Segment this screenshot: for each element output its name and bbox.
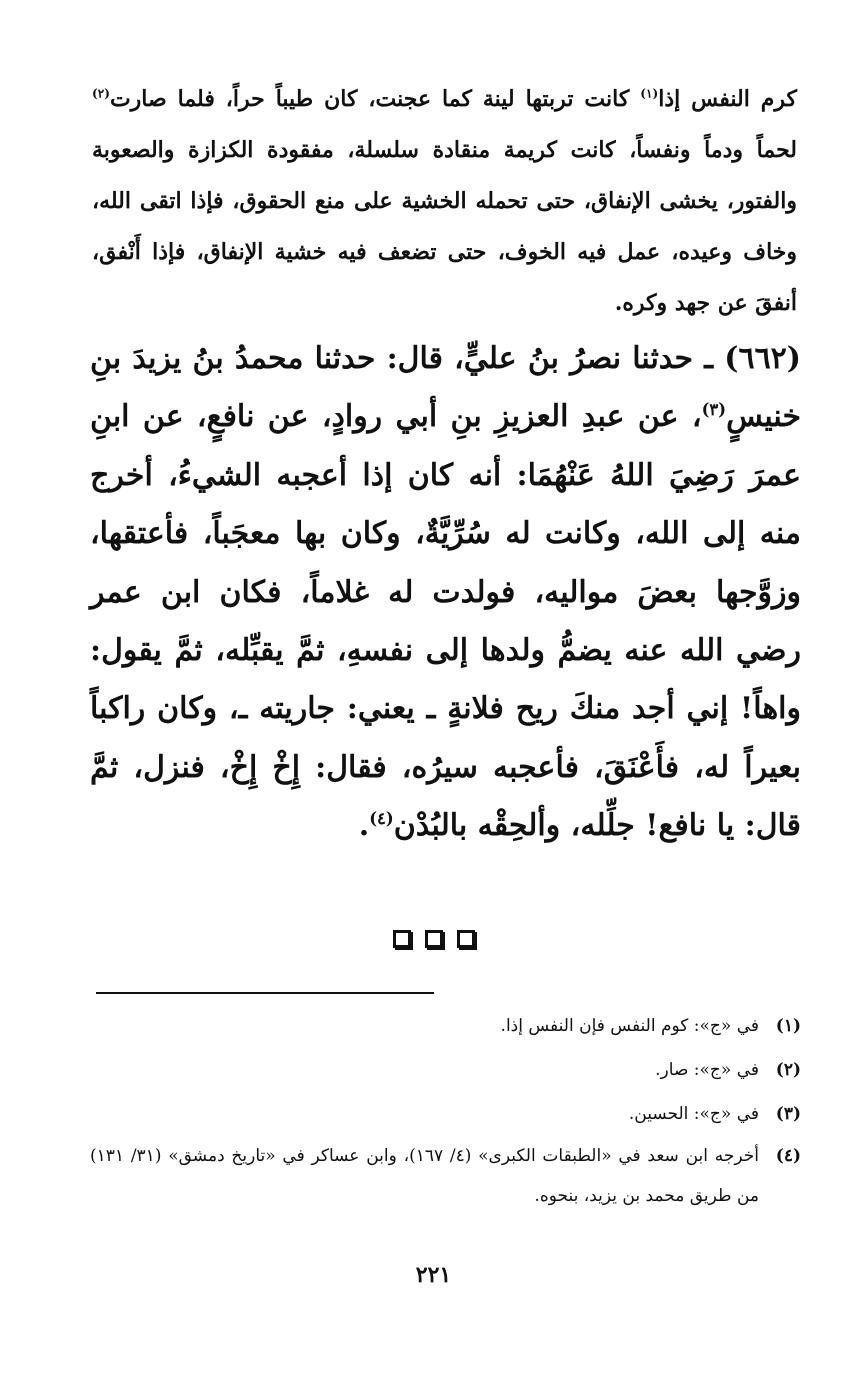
separator-square-icon	[457, 930, 475, 948]
footnote-item	[90, 1004, 801, 1048]
footnote-text: في «ج»: الحسين.	[628, 1104, 759, 1124]
footnote-item	[90, 1092, 801, 1136]
footnote-divider	[96, 992, 434, 994]
footnote-marker-3[interactable]: (٣)	[701, 400, 727, 420]
continuation-paragraph	[92, 74, 797, 329]
continuation-text-1: كرم النفس إذا	[658, 86, 797, 112]
footnotes-section	[90, 1004, 801, 1216]
footnote-marker-1[interactable]: (١)	[640, 86, 659, 101]
footnote-item	[90, 1048, 801, 1092]
continuation-text-3: لحماً ودماً ونفساً، كانت كريمة منقادة سلسلة، مفقودة الكزازة والصعوبة والفتور، يخشى الإنفاق، حتى تحمله الخشية على منع الحقوق، فإذا اتقى الله، وخاف وعيده، عمل فيه الخوف، حتى تضعف فيه خشية الإنفاق، فإذا أَنْفق، أنفقَ عن جهد وكره.	[92, 137, 797, 316]
hadith-number: (٦٦٢)	[724, 341, 801, 376]
separator-square-icon	[425, 930, 443, 948]
footnote-text: في «ج»: صار.	[655, 1060, 759, 1080]
footnote-number: (٢)	[775, 1060, 801, 1080]
footnote-text: أخرجه ابن سعد في «الطبقات الكبرى» (٤/ ١٦٧)، وابن عساكر في «تاريخ دمشق» (٣١/ ١٣١) من طريق محمد بن يزيد، بنحوه.	[90, 1146, 759, 1206]
hadith-text-2: ، عن عبدِ العزيزِ بنِ أبي روادٍ، عن نافعٍ، عن ابنِ عمرَ رَضِيَ اللهُ عَنْهُمَا: أنه كان إذا أعجبه الشيءُ، أخرج منه إلى الله، وكانت له سُرِّيَّةٌ، وكان بها معجَباً، فأعتقها، وزوَّجها بعضَ مواليه، فولدت له غلاماً، فكان ابن عمر رضي الله عنه يضمُّ ولدها إلى نفسهِ، ثمَّ يقبِّله، ثمَّ يقول: واهاً! إني أجد منكَ ريح فلانةٍ ـ يعني: جاريته ـ، وكان راكباً بعيراً له، فأَعْنَقَ، فأعجبه سيرُه، فقال: إِخْ إِخْ، فنزل، ثمَّ قال: يا نافع! جلِّله، وألحِقْه بالبُدْن	[90, 399, 801, 844]
footnote-marker-2[interactable]: (٢)	[92, 86, 110, 101]
hadith-text-3: .	[358, 808, 370, 844]
hadith-text-1: ـ حدثنا نصرُ بنُ عليٍّ، قال: حدثنا محمدُ بنُ يزيدَ بنِ خنيسٍ	[90, 341, 801, 435]
footnote-text: في «ج»: كوم النفس فإن النفس إذا.	[500, 1016, 759, 1036]
footnote-number: (٣)	[775, 1104, 801, 1124]
footnote-marker-4[interactable]: (٤)	[369, 809, 394, 829]
continuation-text-2: كانت تربتها لينة كما عجنت، كان طيباً حراً، فلما صارت	[109, 86, 641, 112]
hadith-paragraph	[90, 330, 801, 856]
footnote-number: (٤)	[775, 1146, 801, 1166]
page-number: ٢٢١	[415, 1262, 452, 1288]
footnote-number: (١)	[775, 1016, 801, 1036]
section-separator	[0, 930, 867, 948]
separator-square-icon	[393, 930, 411, 948]
footnote-item	[90, 1136, 801, 1216]
